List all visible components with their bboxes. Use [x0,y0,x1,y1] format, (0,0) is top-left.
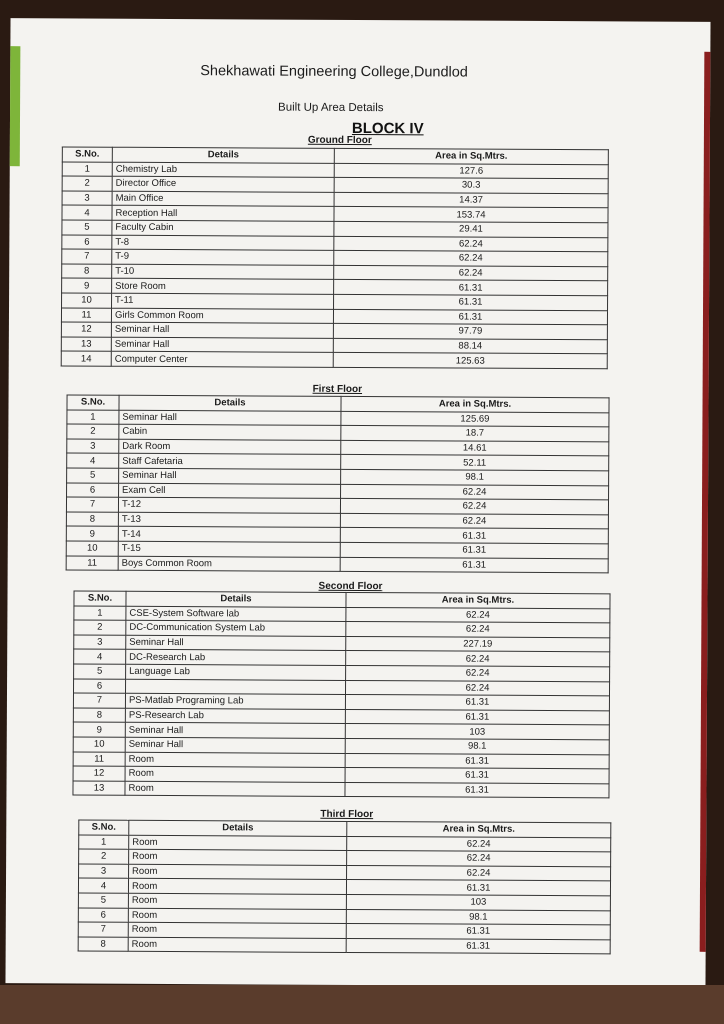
cell-area: 98.1 [346,909,610,925]
cell-sno: 11 [66,556,118,571]
cell-details: Faculty Cabin [112,220,334,236]
cell-sno: 4 [74,649,126,664]
cell-details: Director Office [112,176,334,192]
cell-area: 153.74 [334,207,608,223]
document-subtitle: Built Up Area Details [278,101,384,115]
cell-sno: 12 [73,766,125,781]
floor-table-ground [61,146,609,369]
column-header-details: Details [129,820,347,836]
cell-details: Staff Cafetaria [119,454,341,470]
cell-details: Cabin [119,424,341,440]
cell-details: Room [129,864,347,880]
column-header-area: Area in Sq.Mtrs. [341,396,609,412]
cell-sno: 10 [73,737,125,752]
cell-details: T-9 [112,249,334,265]
cell-sno: 13 [61,337,111,352]
cell-area: 97.79 [333,323,607,339]
cell-area: 62.24 [340,499,608,515]
cell-area: 61.31 [346,924,610,940]
cell-sno: 11 [73,752,125,767]
cell-sno: 7 [62,249,112,264]
cell-details: Exam Cell [119,483,341,499]
cell-details: Room [129,849,347,865]
floor-title-ground: Ground Floor [307,134,372,147]
cell-sno: 11 [61,307,111,322]
document-page [5,18,710,987]
cell-details: Reception Hall [112,206,334,222]
cell-area: 61.31 [345,753,609,769]
cell-sno: 7 [73,693,125,708]
cell-details: PS-Research Lab [125,708,345,724]
cell-sno: 8 [78,937,128,952]
cell-area: 103 [345,724,609,740]
cell-sno: 6 [78,908,128,923]
column-header-sno: S.No. [62,147,112,162]
column-header-sno: S.No. [79,820,129,835]
cell-area: 125.63 [333,353,607,369]
cell-details: Boys Common Room [118,556,340,572]
cell-details: Seminar Hall [111,337,333,353]
cell-sno: 9 [62,278,112,293]
column-header-area: Area in Sq.Mtrs. [346,592,610,608]
cell-area: 61.31 [345,709,609,725]
cell-sno: 9 [73,722,125,737]
cell-sno: 3 [67,439,119,454]
cell-sno: 3 [79,864,129,879]
cell-details: Room [128,893,346,909]
cell-details: Main Office [112,191,334,207]
floor-table-second [72,591,610,799]
cell-area: 125.69 [341,411,609,427]
cell-area: 61.31 [340,542,608,558]
cell-area: 62.24 [334,265,608,281]
cell-sno: 9 [66,526,118,541]
cell-sno: 10 [66,541,118,556]
cell-area: 62.24 [334,236,608,252]
cell-sno: 5 [74,664,126,679]
cell-sno: 1 [79,835,129,850]
cell-sno: 3 [74,635,126,650]
cell-details: T-13 [118,512,340,528]
table-row [73,781,609,798]
cell-area: 61.31 [346,938,610,954]
cell-details: Seminar Hall [111,322,333,338]
cell-sno: 2 [62,176,112,191]
cell-details: Room [128,908,346,924]
cell-sno: 6 [67,483,119,498]
cell-sno: 14 [61,351,111,366]
cell-area: 62.24 [341,484,609,500]
cell-details: Seminar Hall [119,410,341,426]
cell-details: Dark Room [119,439,341,455]
cell-sno: 5 [62,220,112,235]
cell-details: DC-Communication System Lab [126,620,346,636]
cell-sno: 5 [78,893,128,908]
background-surface [0,985,724,1024]
cell-sno: 1 [74,606,126,621]
cell-area: 98.1 [345,738,609,754]
cell-area: 62.24 [347,865,611,881]
cell-details: PS-Matlab Programing Lab [125,693,345,709]
cell-area: 30.3 [334,178,608,194]
cell-area: 62.24 [347,836,611,852]
page-edge-marker [10,46,21,166]
cell-area: 14.37 [334,192,608,208]
cell-sno: 6 [62,235,112,250]
table-row [66,556,608,573]
column-header-sno: S.No. [67,395,119,410]
cell-area: 227.19 [346,636,610,652]
cell-sno: 7 [66,497,118,512]
cell-sno: 2 [74,620,126,635]
cell-sno: 4 [62,205,112,220]
cell-sno: 8 [73,708,125,723]
cell-area: 61.31 [340,528,608,544]
table-row [61,351,607,368]
cell-details: T-11 [112,293,334,309]
column-header-area: Area in Sq.Mtrs. [347,821,611,837]
cell-area: 62.24 [346,665,610,681]
cell-sno: 7 [78,922,128,937]
cell-details: Room [125,781,345,797]
cell-area: 98.1 [341,469,609,485]
cell-area: 61.31 [345,695,609,711]
cell-sno: 13 [73,781,125,796]
cell-details: Room [128,937,346,953]
cell-sno: 8 [62,264,112,279]
cell-details: Seminar Hall [126,635,346,651]
cell-sno: 10 [62,293,112,308]
floor-table-third [78,820,612,955]
column-header-details: Details [112,147,334,163]
cell-sno: 5 [67,468,119,483]
cell-details: Chemistry Lab [112,162,334,178]
cell-area: 62.24 [345,680,609,696]
cell-details: Seminar Hall [119,468,341,484]
cell-sno: 4 [67,453,119,468]
cell-details: DC-Research Lab [126,650,346,666]
cell-area: 88.14 [333,338,607,354]
cell-details: Store Room [112,279,334,295]
cell-details: T-15 [118,541,340,557]
cell-sno: 1 [67,410,119,425]
cell-details: T-12 [118,497,340,513]
cell-details: Girls Common Room [111,308,333,324]
cell-area: 62.24 [340,513,608,529]
block-title: BLOCK IV [351,119,424,138]
cell-area: 61.31 [346,880,610,896]
cell-sno: 2 [79,849,129,864]
cell-details: Room [125,766,345,782]
college-name: Shekhawati Engineering College,Dundlod [200,63,468,81]
cell-area: 62.24 [347,851,611,867]
floor-title-first: First Floor [312,383,363,396]
cell-area: 62.24 [346,622,610,638]
cell-details: Computer Center [111,352,333,368]
cell-area: 61.31 [334,294,608,310]
cell-details: Language Lab [126,664,346,680]
cell-sno: 4 [78,878,128,893]
column-header-sno: S.No. [74,591,126,606]
cell-area: 61.31 [345,782,609,798]
cell-details: T-10 [112,264,334,280]
cell-details: T-8 [112,235,334,251]
cell-area: 103 [346,894,610,910]
floor-table-first [66,394,610,573]
cell-area: 61.31 [334,280,608,296]
column-header-details: Details [126,591,346,607]
cell-sno: 2 [67,424,119,439]
cell-sno: 6 [73,679,125,694]
column-header-details: Details [119,395,341,411]
cell-details: Room [125,752,345,768]
cell-area: 61.31 [333,309,607,325]
cell-area: 62.24 [346,651,610,667]
floor-title-second: Second Floor [318,580,383,593]
cell-details: Seminar Hall [125,737,345,753]
cell-area: 14.61 [341,440,609,456]
cell-details: Seminar Hall [125,723,345,739]
cell-sno: 3 [62,191,112,206]
cell-area: 61.31 [340,557,608,573]
cell-details: CSE-System Software lab [126,606,346,622]
page-edge-binding [700,52,711,952]
table-row [78,937,610,954]
cell-details: T-14 [118,527,340,543]
cell-sno: 8 [66,512,118,527]
cell-area: 127.6 [334,163,608,179]
cell-sno: 1 [62,162,112,177]
cell-details [125,679,345,695]
cell-area: 29.41 [334,221,608,237]
cell-details: Room [129,835,347,851]
cell-area: 52.11 [341,455,609,471]
cell-area: 61.31 [345,768,609,784]
column-header-area: Area in Sq.Mtrs. [334,148,608,164]
cell-details: Room [128,879,346,895]
cell-area: 62.24 [346,607,610,623]
floor-title-third: Third Floor [320,808,374,821]
cell-sno: 12 [61,322,111,337]
cell-area: 18.7 [341,426,609,442]
cell-details: Room [128,922,346,938]
cell-area: 62.24 [334,251,608,267]
